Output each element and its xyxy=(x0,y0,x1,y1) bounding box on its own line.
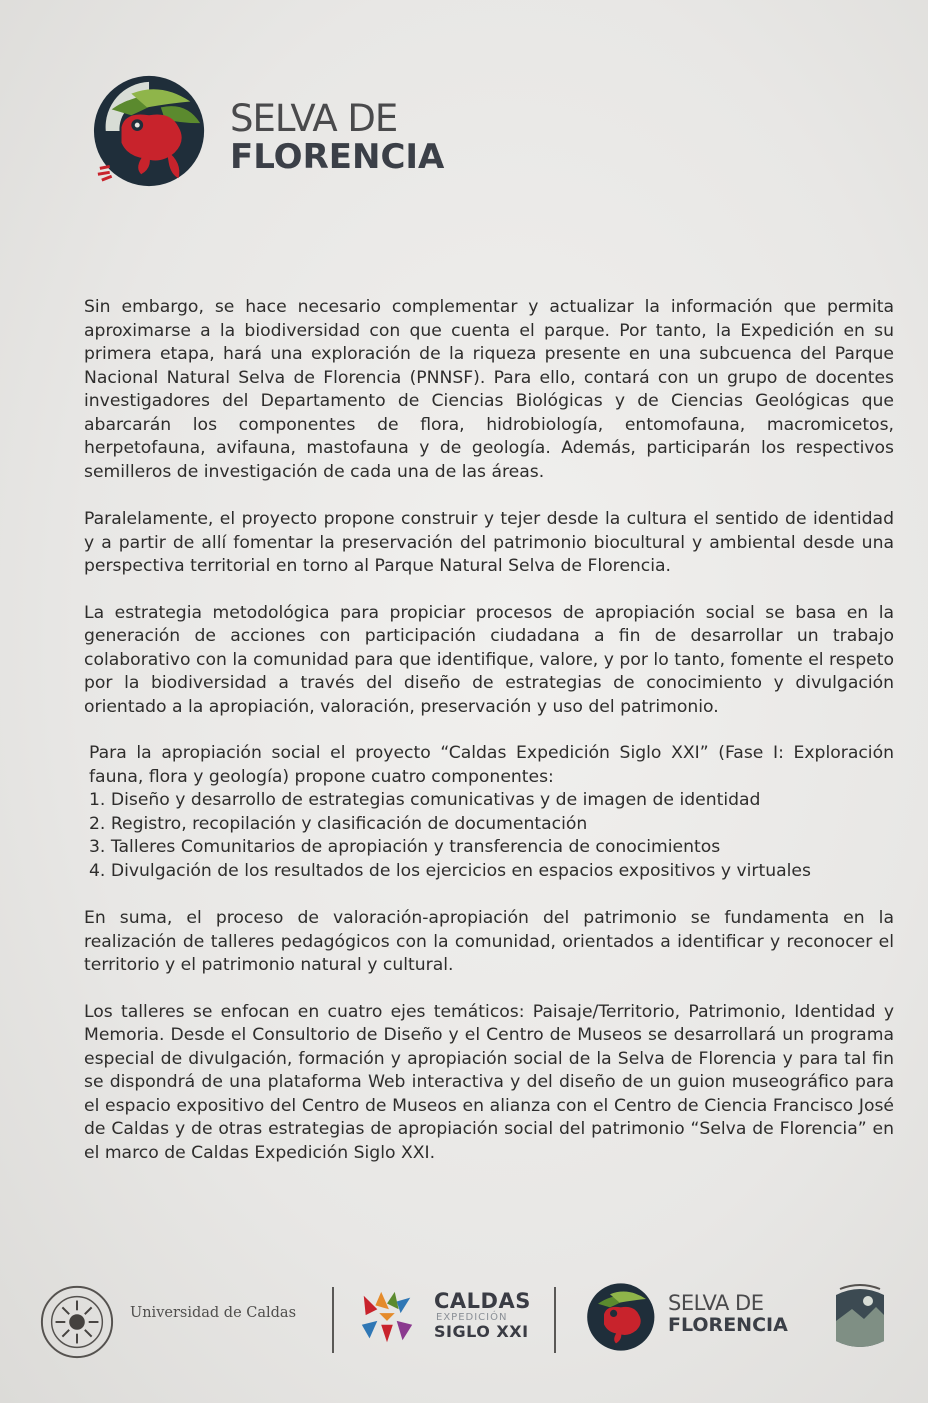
expedicion-text: EXPEDICIÓN xyxy=(436,1312,508,1323)
university-name: Universidad de Caldas xyxy=(130,1305,297,1321)
list-item: 2. Registro, recopilación y clasificación de documentación xyxy=(89,813,588,834)
paragraph-exploration: Sin embargo, se hace necesario complementar y actualizar la información que permita aproximarse a la biodiversidad con que cuenta el parque. Por tanto, la Expedición en su primera etapa, hará una exploración de la riqueza presente en una subcuenca del Parque Nacional Natural Selva de Florencia (PNNSF). Para ello, contará con un grupo de docentes investigadores del Departamento de Ciencias Biológicas y de Ciencias Geológicas que abarcarán los componentes de flora, hidrobiología, entomofauna, macromicetos, herpetofauna, avifauna, mastofauna y de geología. Además, participarán los respectivos semilleros de investigación de cada una de las áreas. xyxy=(84,297,894,482)
siglo-xxi-text: SIGLO XXI xyxy=(434,1322,529,1341)
list-item: 3. Talleres Comunitarios de apropiación y transferencia de conocimientos xyxy=(89,837,721,857)
list-item: 1. Diseño y desarrollo de estrategias comunicativas y de imagen de identidad xyxy=(89,790,761,810)
components-section xyxy=(84,742,894,883)
footer-selva-de-text: SELVA DE xyxy=(668,1291,764,1315)
frog-emblem-icon xyxy=(92,72,210,190)
footer-logos xyxy=(38,1275,898,1365)
document-body xyxy=(84,296,894,1188)
paragraph-identity: Paralelamente, el proyecto propone construir y tejer desde la cultura el sentido de identidad y a partir de allí fomentar la preservación del patrimonio biocultural y ambiental desde una perspectiva territorial en torno al Parque Natural Selva de Florencia. xyxy=(84,509,894,576)
university-seal-icon xyxy=(38,1283,116,1361)
selva-frog-icon xyxy=(586,1281,658,1353)
logo-text-florencia: FLORENCIA xyxy=(230,137,445,177)
national-park-icon xyxy=(830,1281,890,1355)
logo-text-selva-de: SELVA DE xyxy=(230,97,398,140)
components-intro: Para la apropiación social el proyecto “Caldas Expedición Siglo XXI” (Fase I: Exploración fauna, flora y geología) propone cuatro componentes: xyxy=(89,743,894,787)
footer-divider xyxy=(554,1287,556,1353)
footer-florencia-text: FLORENCIA xyxy=(668,1314,788,1336)
footer-divider xyxy=(332,1287,334,1353)
caldas-text: CALDAS xyxy=(434,1289,531,1313)
paragraph-workshops: Los talleres se enfocan en cuatro ejes temáticos: Paisaje/Territorio, Patrimonio, Identidad y Memoria. Desde el Consultorio de Diseño y el Centro de Museos se desarrollará un programa especial de divulgación, formación y apropiación social de la Selva de Florencia y para tal fin se dispondrá de una plataforma Web interactiva y del diseño de un guion museográfico para el espacio expositivo del Centro de Museos en alianza con el Centro de Ciencia Francisco José de Caldas y de otras estrategias de apropiación social del patrimonio “Selva de Florencia” en el marco de Caldas Expedición Siglo XXI. xyxy=(84,1001,894,1163)
paragraph-summary: En suma, el proceso de valoración-apropiación del patrimonio se fundamenta en la realización de talleres pedagógicos con la comunidad, orientados a identificar y reconocer el territorio y el patrimonio natural y cultural. xyxy=(84,908,894,975)
caldas-expedition-icon xyxy=(356,1285,418,1349)
list-item: 4. Divulgación de los resultados de los ejercicios en espacios expositivos y virtuales xyxy=(89,860,811,881)
paragraph-strategy: La estrategia metodológica para propiciar procesos de apropiación social se basa en la generación de acciones con participación ciudadana a fin de desarrollar un trabajo colaborativo con la comunidad para que identifique, valore, y por lo tanto, fomente el respeto por la biodiversidad a través del diseño de estrategias de conocimiento y divulgación orientado a la apropiación, valoración, preservación y uso del patrimonio. xyxy=(84,602,894,717)
selva-de-florencia-logo xyxy=(92,72,452,197)
